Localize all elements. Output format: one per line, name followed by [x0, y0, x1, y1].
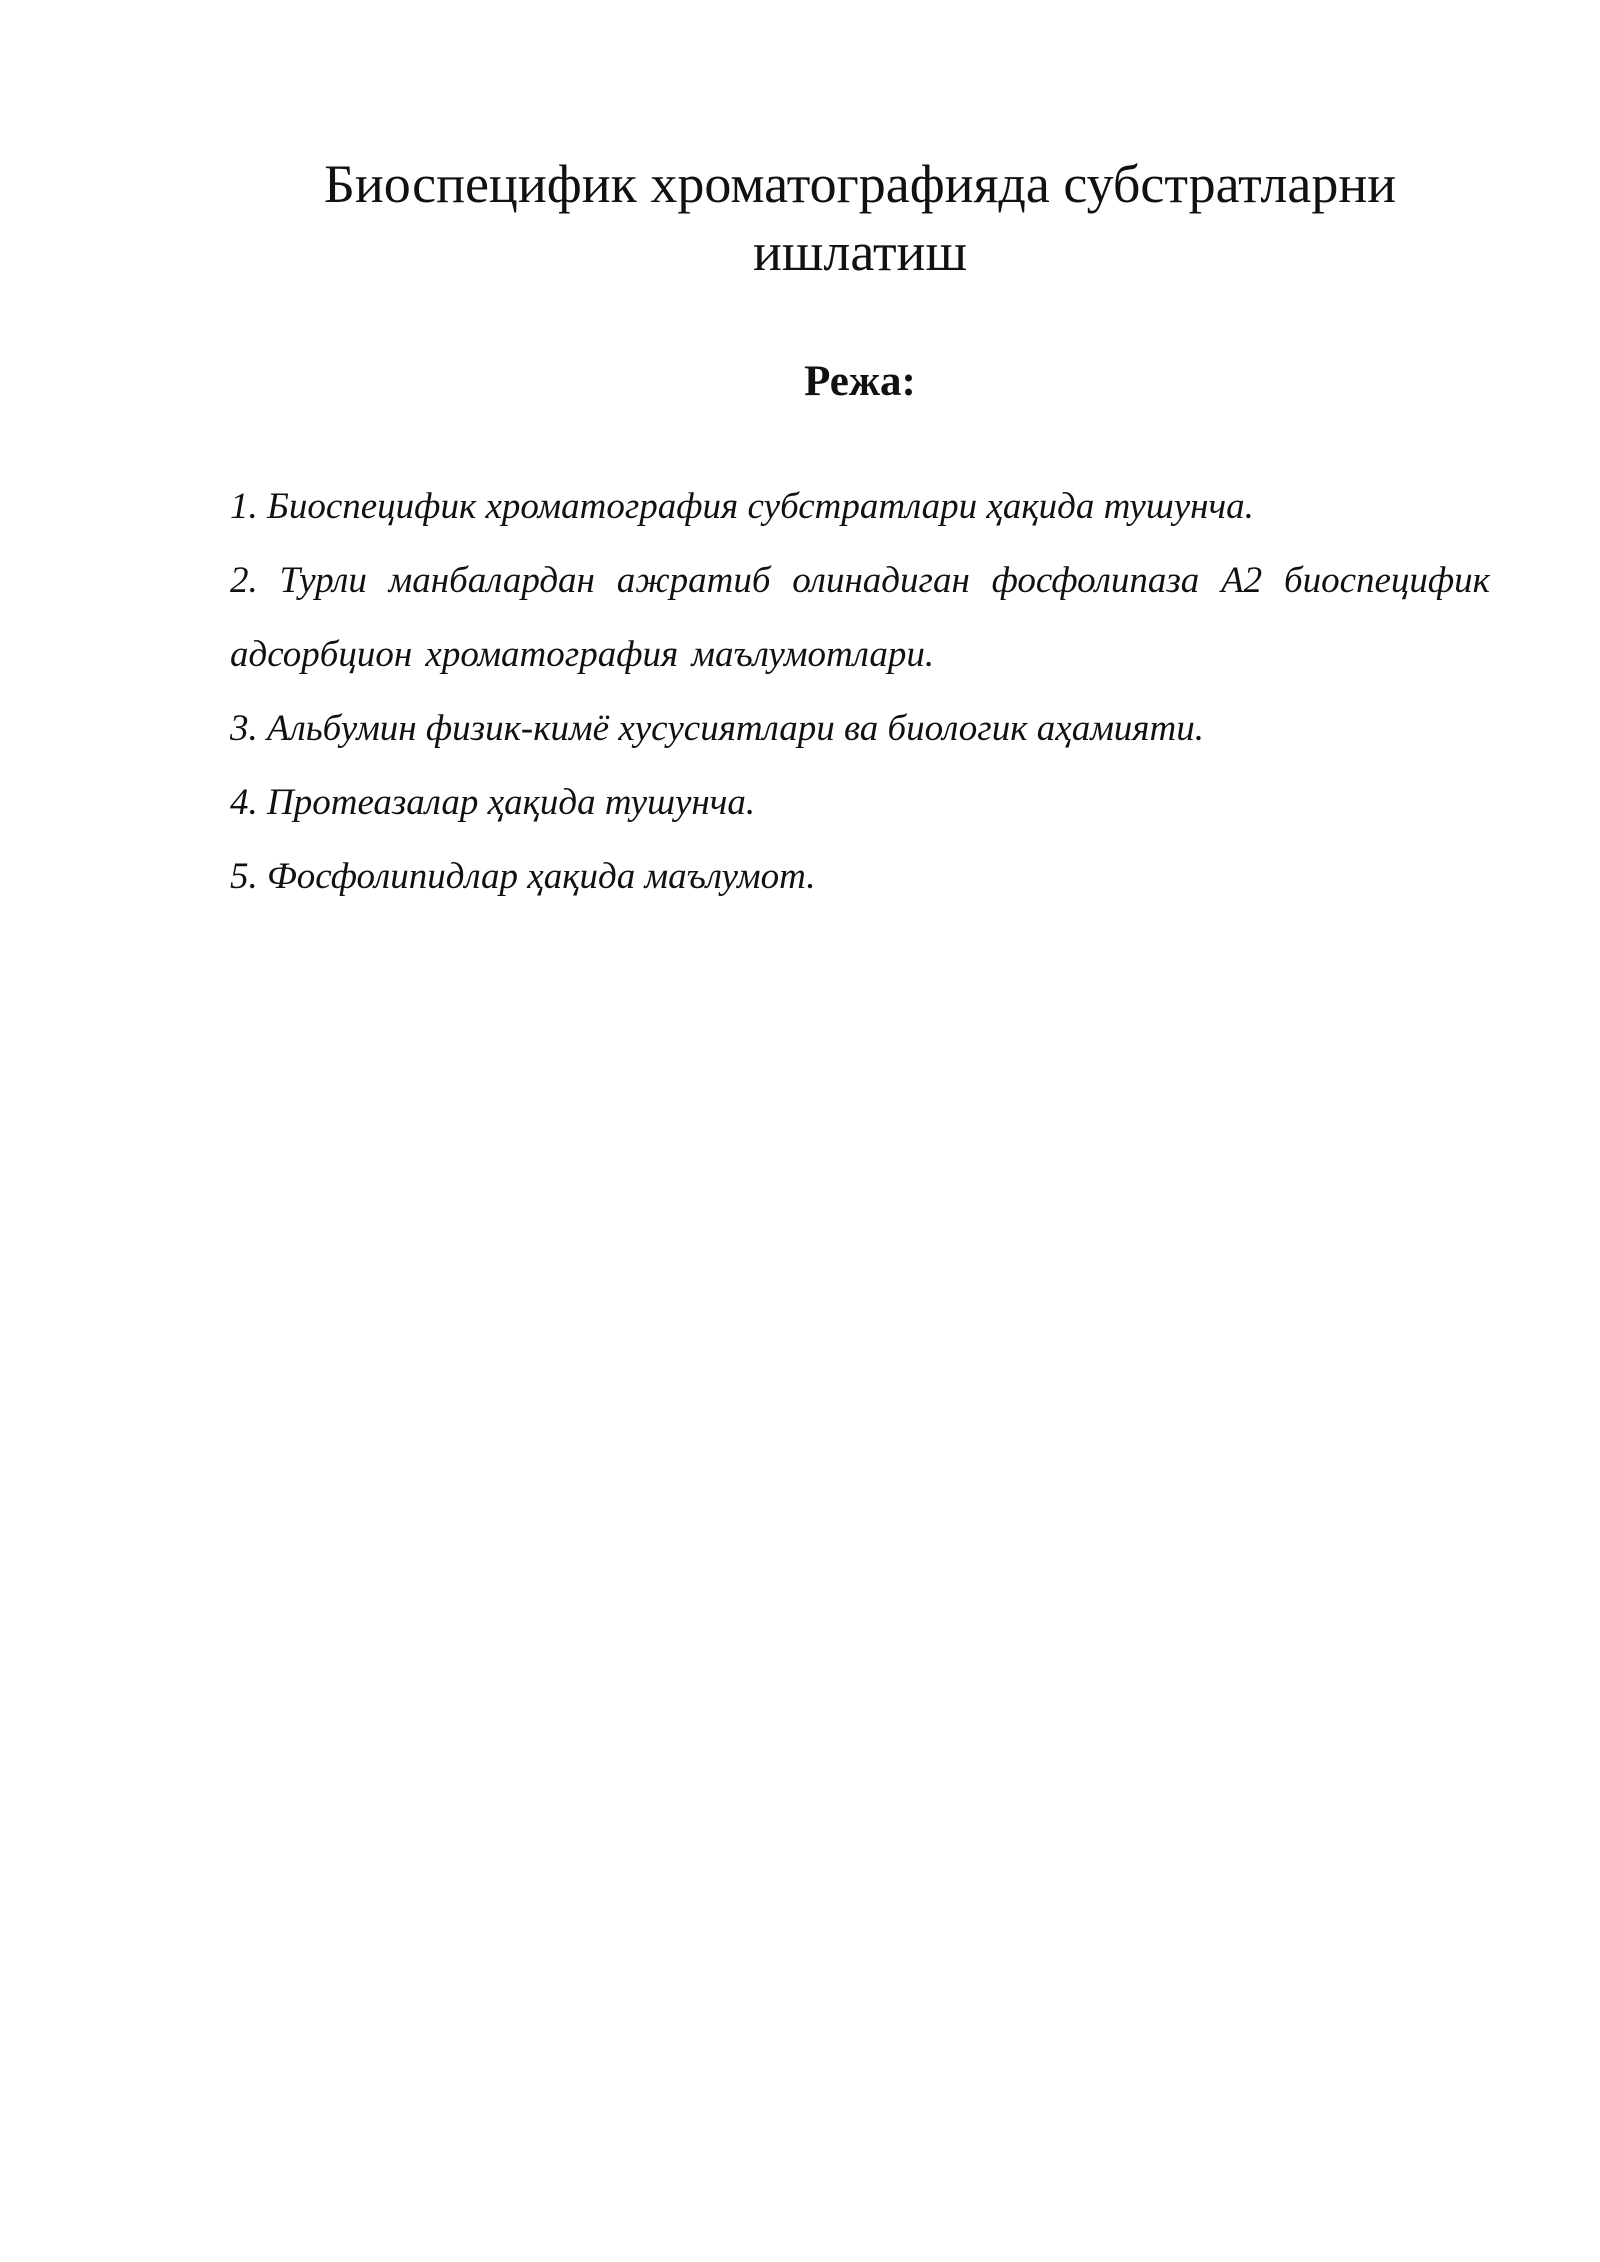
plan-heading: Режа: [804, 358, 916, 405]
plan-item-5: 5. Фосфолипидлар ҳақида маълумот. [230, 856, 816, 897]
plan-list [230, 470, 1490, 914]
plan-item-3: 3. Альбумин физик-кимё хусусиятлари ва биологик аҳамияти. [230, 708, 1204, 749]
plan-item-2: 2. Турли манбалардан ажратиб олинадиган фосфолипаза А2 биоспецифик адсорбцион хроматография маълумотлари. [230, 560, 1490, 675]
document-title: Биоспецифик хроматографияда субстратларни ишлатиш [323, 154, 1397, 282]
plan-item-4: 4. Протеазалар ҳақида тушунча. [230, 782, 756, 823]
plan-item-1: 1. Биоспецифик хроматография субстратлари ҳақида тушунча. [230, 486, 1254, 527]
